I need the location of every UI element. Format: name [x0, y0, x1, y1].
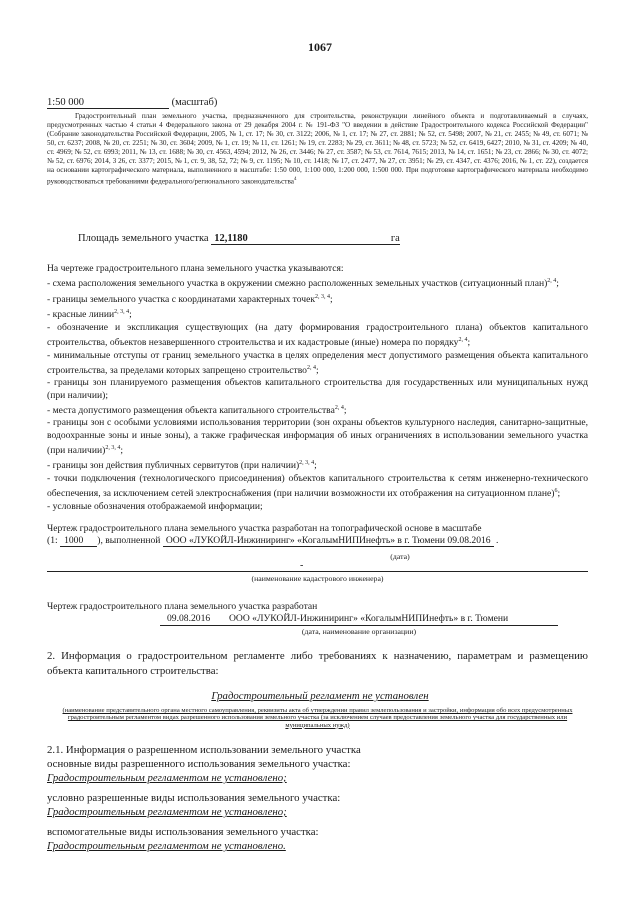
regulation-status: Градостроительный регламент не установлен — [211, 690, 429, 702]
scale-value: 1:50 000 — [47, 97, 169, 109]
prepared-date: 09.08.2016 — [167, 613, 211, 625]
drawing-item-footnote: 2, 3, 4 — [299, 460, 315, 467]
topo-scale: 1000 — [60, 535, 97, 547]
drawing-item: - минимальные отступы от границ земельного участка в целях определения мест допустимого размещения объекта капитального строительства, за пределами которых запрещено строительство$^{2, 4}$; — [47, 349, 588, 377]
drawing-item: - красные линии$^{2, 3, 4}$; — [47, 309, 132, 321]
scale-note — [47, 112, 588, 187]
prepared-line1: Чертеж градостроительного плана земельного участка разработан — [47, 601, 318, 612]
drawing-item-footnote: 2, 3, 4 — [114, 309, 130, 316]
drawing-item-footnote: 2, 4 — [458, 337, 468, 344]
prepared-by — [47, 601, 508, 626]
prepared-line — [160, 625, 558, 626]
main-uses-value: Градостроительным регламентом не установлено; — [47, 772, 287, 784]
regulation-caption: (наименование представительного органа местного самоуправления, реквизиты акта об утверждении правил землепользования и застройки, информация обо всех предусмотренных градостроительным регламентом видах разрешенного использования земельного участка (за исключением случаев предоставления земельного участка для государственных или муниципальных нужд) — [62, 707, 573, 729]
drawing-item: - границы зон с особыми условиями использования территории (зон охраны объектов культурного наследия, санитарно-защитные, водоохранные зоны и иные зоны), а также графическая информация об иных ограничениях в использовании земельного участка (при наличии)$^{2, 3, 4}$; — [47, 417, 588, 457]
date-caption: (дата) — [390, 552, 410, 561]
drawing-list — [47, 263, 588, 513]
area-label: Площадь земельного участка — [78, 233, 209, 244]
drawing-item-footnote: 2, 3, 4 — [105, 444, 121, 451]
drawing-item: - обозначение и экспликация существующих (на дату формирования градостроительного плана) объектов капитального строительства, объектов незавершенного строительства и их кадастровые (иные) номера по порядку$^{2, 4}$; — [47, 321, 588, 349]
page-number: 1067 — [308, 40, 332, 54]
auxiliary-uses-label: вспомогательные виды использования земельного участка: — [47, 826, 319, 838]
engineer-caption: (наименование кадастрового инженера) — [251, 574, 384, 583]
drawing-item: - условные обозначения отображаемой информации; — [47, 500, 263, 512]
engineer-line — [47, 571, 588, 572]
topo-line1: Чертеж градостроительного плана земельного участка разработан на топографической основе в масштабе — [47, 523, 482, 534]
land-area — [78, 233, 400, 245]
scale-note-text: Градостроительный план земельного участка, предназначенного для строительства, реконструкции линейного объекта и подготавливаемый в случаях, предусмотренных частью 4 статьи 4 Федерального закона от 29 декабря 2004 г. № 191-ФЗ "О введении в действие Градостроительного кодекса Российской Федерации" (Собрание законодательства Российской Федерации, 2005, № 1, ст. 17; № 30, ст. 3122; 2006, № 1, ст. 17; № 27, ст. 2881; № 52, ст. 5498; 2007, № 21, ст. 2455; № 49, ст. 6071; № 50, ст. 6237; 2008, № 20, ст. 2251; № 30, ст. 3604; 2009, № 1, ст. 19; № 11, ст. 1261; № 19, ст. 2283; № 29, ст. 3611; № 48, ст. 5723; № 52, ст. 6419, 6427; 2010, № 31, ст. 4209; № 40, ст. 4969; № 52, ст. 6993; 2011, № 13, ст. 1688; № 30, ст. 4563, 4594; 2012, № 26, ст. 3446; № 27, ст. 3587; № 53, ст. 7614, 7615; 2013, № 14, ст. 1651; № 23, ст. 2866; № 30, ст. 4072; № 52, ст. 6976; 2014, 3 26, ст. 3377; 2015, № 1, ст. 9, 38, 52, 72; № 9, ст. 1195; № 10, ст. 1418; № 17, ст. 2477, № 27, ст. 3951; № 29, ст. 4347, ст. 4376; 2016, № 1, ст. 22), создается на основании картографического материала, выполненного в масштабе: 1:50 000, 1:100 000, 1:200 000, 1:500 000. При подготовке картографического материала необходимо руководствоваться требованиями федерального/регионального законодательства — [47, 112, 588, 186]
drawing-item: - точки подключения (технологического присоединения) объектов капитального строительства к сетям инженерно-технического обеспечения, за исключением сетей электроснабжения (при наличии возможности их отображения на ситуационном плане)$^6$; — [47, 472, 588, 500]
drawing-item-footnote: 2, 4 — [547, 278, 557, 285]
topo-line2: (1: 1000 ), выполненной ООО «ЛУКОЙЛ-Инжиниринг» «КогалымНИПИнефть» в г. Тюмени 09.08.2016 . — [47, 535, 499, 547]
conditional-uses-label: условно разрешенные виды использования земельного участка: — [47, 792, 341, 804]
drawing-item: - схема расположения земельного участка в окружении смежно расположенных земельных участков (ситуационный план)$^{2, 4}$; — [47, 278, 559, 290]
scale-note-sup: 4 — [293, 177, 297, 183]
drawing-item: - места допустимого размещения объекта капитального строительства$^{2, 4}$; — [47, 404, 347, 417]
conditional-uses-value: Градостроительным регламентом не установлено; — [47, 806, 287, 818]
topo-org-date: ООО «ЛУКОЙЛ-Инжиниринг» «КогалымНИПИнефть» в г. Тюмени 09.08.2016 — [163, 535, 494, 547]
scale-label: (масштаб) — [171, 97, 218, 108]
prepared-caption: (дата, наименование организации) — [301, 627, 417, 636]
drawing-item: - границы зон действия публичных сервитутов (при наличии)$^{2, 3, 4}$; — [47, 460, 317, 472]
prepared-org: ООО «ЛУКОЙЛ-Инжиниринг» «КогалымНИПИнефть» в г. Тюмени — [228, 613, 509, 625]
drawing-item-footnote: 6 — [554, 488, 558, 495]
drawing-item: - границы зон планируемого размещения объектов капитального строительства для государственных или муниципальных нужд (при наличии); — [47, 377, 588, 401]
drawing-item: - границы земельного участка с координатами характерных точек$^{2, 3, 4}$; — [47, 293, 333, 305]
section-2-1-title: 2.1. Информация о разрешенном использовании земельного участка — [47, 744, 361, 756]
area-unit: га — [378, 233, 400, 245]
drawing-item-footnote: 2, 4 — [334, 404, 344, 411]
area-value: 12,1180 — [211, 233, 379, 245]
scale-line — [47, 97, 217, 109]
main-uses-label: основные виды разрешенного использования земельного участка: — [47, 758, 351, 770]
topo-basis — [47, 523, 588, 548]
auxiliary-uses-value: Градостроительным регламентом не установлено. — [47, 840, 286, 852]
section-2-title: 2. Информация о градостроительном регламенте либо требованиях к назначению, параметрам и размещению объекта капитального строительства: — [47, 650, 588, 677]
drawing-intro: На чертеже градостроительного плана земельного участка указываются: — [47, 263, 344, 274]
engineer-dash: - — [300, 560, 304, 571]
drawing-item-footnote: 2, 3, 4 — [315, 293, 331, 300]
drawing-items — [47, 275, 588, 513]
drawing-item-footnote: 2, 4 — [306, 364, 316, 371]
